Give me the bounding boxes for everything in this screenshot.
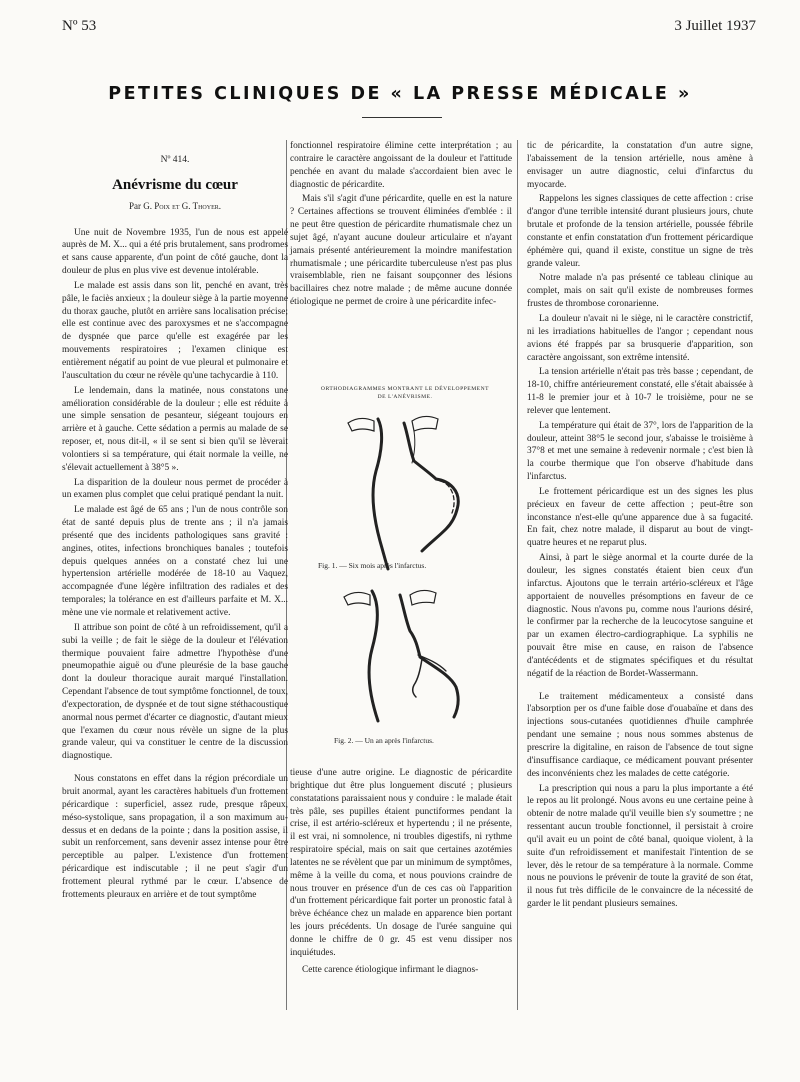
paragraph: La prescription qui nous a paru la plus importante a été le repos au lit prolongé. Nous avons eu une certaine peine à obtenir de notre malade qu'il veuille bien s'y soumettre ; ne ressentant aucun trouble fonctionnel, il persistait à croire qu'il avait eu un point de côté banal, quoique violent, à la suite d'un refroidissement et manifestait l'intention de se lever, dès le retour de sa température à la normale. Comme nous ne pouvions le prévenir de toute la gravité de son état, il nous fut très difficile de le convaincre de la nécessité de garder le lit pendant plusieurs semaines.: [527, 783, 753, 910]
article-authors: [62, 200, 288, 213]
paragraph: Le frottement péricardique est un des signes les plus précieux en faveur de cette affection ; peut-être son inconstance n'est-elle qu'une apparence due à sa fugacité. En fait, chez notre malade, il disparut au bout de vingt-quatre heures et ne reparut plus.: [527, 486, 753, 549]
issue-date: 3 Juillet 1937: [674, 18, 756, 34]
authors-names: G. Poix et G. Thoyer.: [143, 200, 221, 211]
figure-title-line-1: ORTHODIAGRAMMES MONTRANT LE DÉVELOPPEMENT: [320, 386, 490, 392]
paragraph: Le traitement médicamenteux a consisté dans l'absorption per os d'une faible dose d'ouabaïne et dans des injections sous-cutanées quotidiennes d'huile camphrée pendant une semaine ; nous nous sommes abstenus de prescrire la digitaline, en raison de l'absence de tout signe d'insuffisance cardiaque, ce médicament pouvant présenter des inconvénients chez les malades de cette catégorie.: [527, 691, 753, 779]
paragraph: Nous constatons en effet dans la région précordiale un bruit anormal, ayant les caractères habituels d'un frottement péricardique : superficiel, assez rude, presque râpeux, méso-systolique, sans propagation, il a son maximum au-dessus et en dedans de la pointe ; dans la position assise, il subit un renforcement, sans devenir assez intense pour être perceptible au palper. L'existence d'un frottement péricardique est indiscutable ; il ne peut s'agir d'un frottement pleural rythmé par le cœur. L'absence de frottements pleuraux en arrière et de tout symptôme: [62, 774, 288, 900]
paragraph: Notre malade n'a pas présenté ce tableau clinique au complet, mais on sait qu'il existe de nombreuses formes frustes de thrombose coronarienne.: [527, 273, 753, 310]
paragraph: tieuse d'une autre origine. Le diagnostic de péricardite brightique dut être plus longuement discuté ; plusieurs constatations paraissaient nous y conduire : le malade était très pâle, ses pupilles étaient punctiformes pendant la crise, il est artério-scléreux et hypertendu ; il ne présente, il est vrai, ni somnolence, ni troubles digestifs, ni rythme respiratoire spécial, mais on sait que certaines azotémies latentes ne se révèlent que par un minimum de symptômes, même à la veille du coma, et nous pouvions craindre de nous trouver en présence d'un de ces cas où l'apparition d'un frottement péricardique fait porter un pronostic fatal à brève échéance chez un malade en apparence bien portant les jours précédents. Un dosage de l'urée sanguine qui donne le chiffre de 0 gr. 45 est venu dissiper nos inquiétudes.: [290, 768, 512, 958]
issue-number: Nº 53: [62, 18, 97, 34]
paragraph: Le malade est âgé de 65 ans ; l'un de nous contrôle son état de santé depuis plus de trente ans ; il n'a jamais présenté que des incidents pathologiques sans gravité : angines, otites, infections bronchiques banales ; toutefois depuis quelques années on a constaté chez lui une hypertension artérielle modérée de 18-10 au Vaquez, accompagnée d'une légère infiltration des radiales et des temporales; la tolérance en est d'ailleurs parfaite et M. X... mène une vie normale et relativement active.: [62, 505, 288, 618]
column-3: [527, 140, 753, 913]
paragraph: La température qui était de 37°, lors de l'apparition de la douleur, atteint 38°5 le second jour, s'abaisse le troisième à 37°8 et met une semaine à redevenir normale ; c'est bien là la courbe thermique que l'on observe d'habitude dans l'infarctus.: [527, 420, 753, 483]
masthead-rule: [362, 117, 442, 118]
column-2: [290, 140, 512, 311]
paragraph: fonctionnel respiratoire élimine cette interprétation ; au contraire le caractère angoissant de la douleur et l'attitude penchée en avant du malade s'accordaient bien avec le diagnostic de péricardite.: [290, 141, 512, 190]
masthead: PETITES CLINIQUES DE « LA PRESSE MÉDICALE »: [108, 84, 692, 104]
figure-block: [300, 385, 510, 755]
orthodiagram-fig2: [300, 575, 510, 740]
figure-title: [300, 385, 510, 401]
paragraph: Le lendemain, dans la matinée, nous constatons une amélioration considérable de la douleur ; elle est réduite à une simple sensation de pesanteur, siégeant toujours en arrière et à gauche. Cette sédation a permis au malade de se reposer, et, nous dit-il, « il se sent si bien qu'il se lèverait volontiers si sa température, qui était normale la veille, ne s'élevait actuellement à 38°5 ».: [62, 385, 288, 473]
paragraph: La douleur n'avait ni le siège, ni le caractère constrictif, ni les irradiations habituelles de l'angor ; cependant nous avions été frappés par sa brusquerie d'apparition, son caractère angoissant, son extrême intensité.: [527, 313, 753, 363]
paragraph: Il attribue son point de côté à un refroidissement, qu'il a subi la veille ; de fait le siège de la douleur et l'élévation thermique pouvaient faire admettre l'hypothèse d'une pneumopathie aiguë ou d'une pleurésie de la base gauche dont la douleur thoracique aurait marqué l'installation. Cependant l'absence de tout symptôme fonctionnel, de toux, d'expectoration, de dyspnée et de tout signe stéthacoustique anormal nous permet d'écarter ce diagnostic, d'autant mieux que l'examen du cœur nous révèle un signe de la plus grande valeur, qui va constituer le centre de la discussion diagnostique.: [62, 622, 288, 762]
paragraph: Mais s'il s'agit d'une péricardite, quelle en est la nature ? Certaines affections se trouvent éliminées d'emblée : il ne peut être question de péricardite rhumatismale chez un sujet âgé, n'ayant aucune douleur articulaire et n'ayant jamais présenté antérieurement la moindre manifestation rhumatismale ; une péricardite tuberculeuse n'est pas plus vraisemblable, rien ne faisant soupçonner des lésions bacillaires chez notre malade ; de même aucune donnée étiologique ne permet de croire à une péricardite infec-: [290, 194, 512, 308]
paragraph: La disparition de la douleur nous permet de procéder à un examen plus complet que celui pratiqué pendant la nuit.: [62, 477, 288, 501]
article-title: Anévrisme du cœur: [112, 176, 238, 193]
column-2-continued: [290, 767, 512, 979]
column-1: [62, 140, 288, 904]
figure-1-caption: Fig. 1. — Six mois après l'infarctus.: [318, 561, 427, 570]
paragraph: Rappelons les signes classiques de cette affection : crise d'angor d'une terrible intensité durant plusieurs jours, chute brutale et profonde de la tension artérielle, poussée fébrile constante et enfin constatation d'un frottement péricardique éphémère qui, quand il existe, constitue un signe de très grande valeur.: [527, 194, 753, 269]
paragraph: Une nuit de Novembre 1935, l'un de nous est appelé auprès de M. X... qui a été pris brutalement, sans prodromes et sans cause apparente, d'un point de côté gauche, dont la douleur de plus en plus vive est devenue intolérable.: [62, 227, 288, 277]
orthodiagram-fig1: [300, 401, 510, 571]
figure-title-line-2: DE L'ANÉVRISME.: [377, 394, 433, 400]
article-number: Nº 414.: [160, 155, 190, 165]
authors-prefix: Par: [129, 200, 141, 211]
paragraph: Ainsi, à part le siège anormal et la courte durée de la douleur, les signes constatés étaient bien ceux d'un infarctus. Ajoutons que le terrain artério-scléreux et l'âge apportaient de nouvelles présomptions en faveur de ce diagnostic. Nous n'avons pu, comme nous l'aurions désiré, le confirmer par la recherche de la leucocytose sanguine et par un examen électro-cardiographique. La syphilis ne pouvait être mise en cause, en raison de l'absence d'antécédents et de stigmates spécifiques et du résultat négatif de la réaction de Bordet-Wassermann.: [527, 553, 753, 679]
paragraph: La tension artérielle n'était pas très basse ; cependant, de 18-10, chiffre antérieurement constaté, elle s'était abaissée à 11-8 le premier jour et à 10-7 le troisième, pour ne se relever que lentement.: [527, 367, 753, 416]
paragraph: Le malade est assis dans son lit, penché en avant, très pâle, le faciès anxieux ; la douleur siège à la partie moyenne du thorax gauche, plutôt en arrière sans localisation précise; elle est continue avec des paroxysmes et ne s'accompagne de dyspnée que parce qu'elle est exagérée par les mouvements respiratoires ; l'examen clinique est entièrement négatif au point de vue pleural et pulmonaire et l'auscultation du cœur ne révèle qu'une tachycardie à 110.: [62, 280, 288, 381]
column-divider: [517, 140, 518, 1010]
paragraph: Cette carence étiologique infirmant le diagnos-: [302, 964, 479, 975]
figure-2-caption: Fig. 2. — Un an après l'infarctus.: [334, 736, 434, 745]
paragraph: tic de péricardite, la constatation d'un autre signe, l'abaissement de la tension artérielle, nous amène à envisager un autre diagnostic, celui d'infarctus du myocarde.: [527, 141, 753, 190]
